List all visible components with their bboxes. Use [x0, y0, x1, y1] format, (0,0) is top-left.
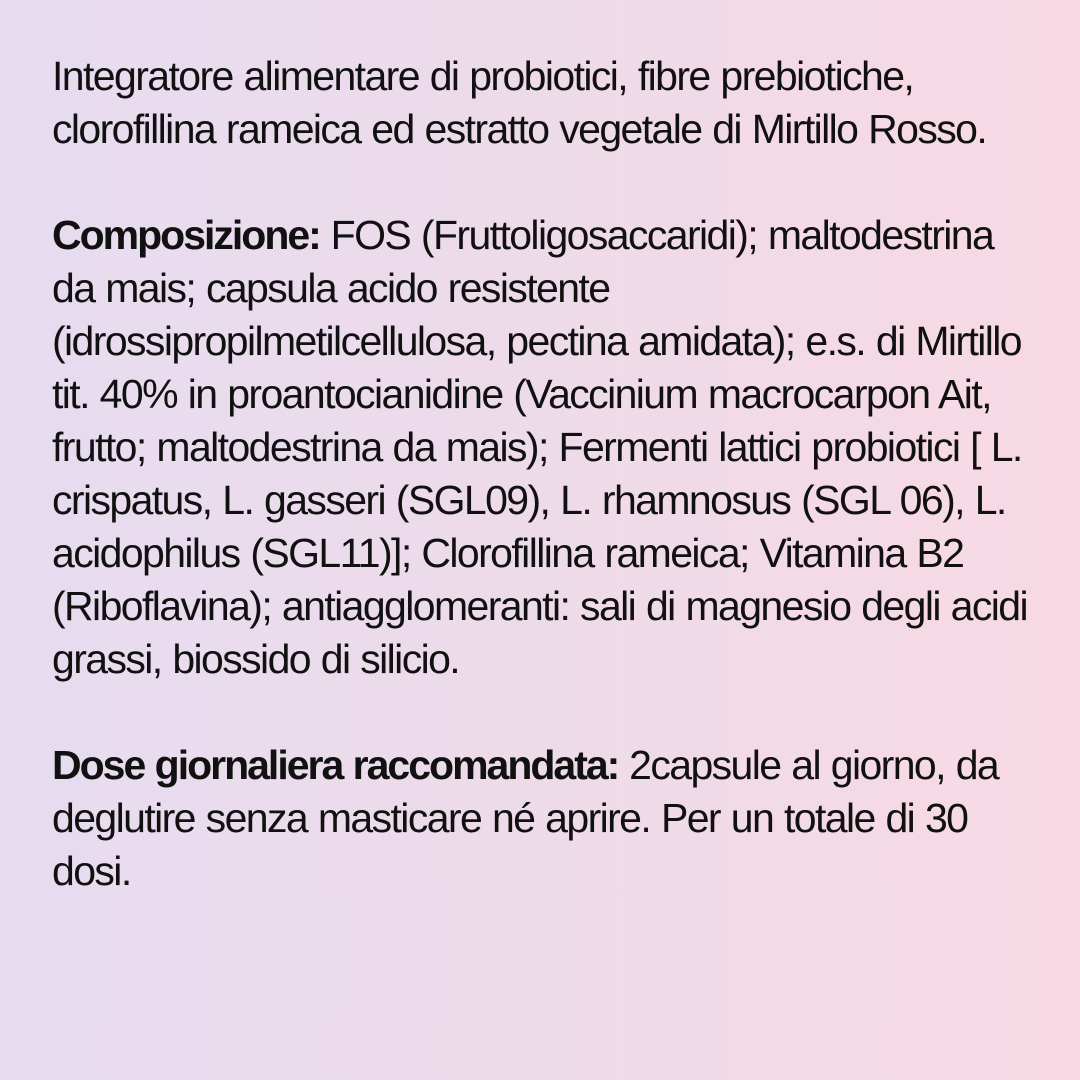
dose-text: 2capsule al giorno, da deglutire senza masticare né aprire. Per un totale di 30 dosi. [52, 742, 999, 894]
composition-paragraph [52, 209, 1040, 686]
intro-text: Integratore alimentare di probiotici, fibre prebiotiche, clorofillina rameica ed estratto vegetale di Mirtillo Rosso. [52, 53, 987, 152]
composition-label: Composizione: [52, 212, 320, 258]
dose-paragraph [52, 739, 1040, 898]
composition-text: FOS (Fruttoligosaccaridi); maltodestrina da mais; capsula acido resistente (idrossipropilmetilcellulosa, pectina amidata); e.s. di Mirtillo tit. 40% in proantocianidine (Vaccinium macrocarpon Ait, frutto; maltodestrina da mais); Fermenti lattici probiotici [ L. crispatus, L. gasseri (SGL09), L. rhamnosus (SGL 06), L. acidophilus (SGL11)]; Clorofillina rameica; Vitamina B2 (Riboflavina); antiagglomeranti: sali di magnesio degli acidi grassi, biossido di silicio. [52, 212, 1027, 682]
intro-paragraph [52, 50, 1040, 156]
dose-label: Dose giornaliera raccomandata: [52, 742, 619, 788]
